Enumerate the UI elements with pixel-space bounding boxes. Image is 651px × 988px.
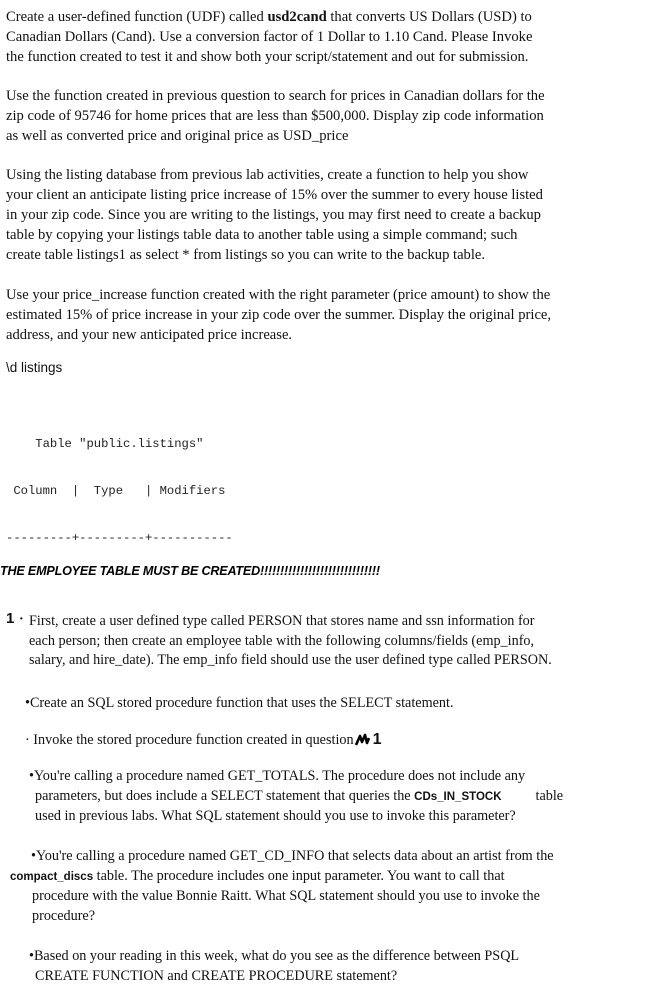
q1-line-2: each person; then create an employee table with the following columns/fields (emp_info, (29, 632, 535, 649)
p1-line-2: Canadian Dollars (Cand). Use a conversion factor of 1 Dollar to 1.10 Cand. Please Invoke (6, 29, 533, 45)
p4-line-2: estimated 15% of price increase in your zip code over the summer. Display the original price, (6, 307, 552, 323)
instruction-price-increase-function (6, 165, 636, 265)
p3-line-5: create table listings1 as select * from listings so you can write to the backup table. (6, 247, 486, 263)
instruction-search-prices (6, 86, 636, 146)
bullet-dot: • (31, 848, 36, 864)
bullet-dot: • (29, 768, 34, 784)
question-3: · Invoke the stored procedure function created in question 1 (25, 731, 382, 748)
q1-line-1: First, create a user defined type called PERSON that stores name and ssn information for (29, 613, 535, 629)
question-5 (10, 847, 650, 926)
question-6 (29, 947, 649, 986)
p3-line-2: your client an anticipate listing price increase of 15% over the summer to every house listed (6, 187, 543, 203)
table-header: Column | Type | Modifiers (6, 483, 226, 498)
p2-line-1: Use the function created in previous question to search for prices in Canadian dollars for the (6, 88, 545, 104)
instruction-usd2cand (6, 7, 636, 67)
q4-line-2: parameters, but does include a SELECT statement that queries the CDs_IN_STOCK table (35, 787, 564, 804)
table-separator: ---------+---------+----------- (6, 531, 233, 546)
p3-line-3: in your zip code. Since you are writing to the listings, you may first need to create a backup (6, 207, 541, 223)
p4-line-1: Use your price_increase function created with the right parameter (price amount) to show the (6, 287, 551, 303)
question-4 (29, 767, 649, 827)
p1-line-3: the function created to test it and show both your script/statement and out for submission. (6, 49, 529, 65)
compact-discs-table: compact_discs (10, 870, 94, 883)
employee-table-banner: THE EMPLOYEE TABLE MUST BE CREATED!!!!!!!!!!!!!!!!!!!!!!!!!!!!!! (0, 564, 380, 578)
scribble-mark-icon (354, 733, 370, 747)
q5-line-2: compact_discs table. The procedure includes one input parameter. You want to call that (10, 867, 505, 884)
question-1 (29, 612, 649, 671)
instruction-use-price-increase (6, 285, 636, 345)
p3-line-1: Using the listing database from previous lab activities, create a function to help you show (6, 167, 529, 183)
question-2: •Create an SQL stored procedure function that uses the SELECT statement. (25, 695, 454, 711)
bullet-dot: · (25, 732, 34, 748)
q5-line-3: procedure with the value Bonnie Raitt. What SQL statement should you use to invoke the (32, 888, 540, 904)
p4-line-3: address, and your new anticipated price increase. (6, 327, 293, 343)
question-1-number: 1 (6, 610, 15, 627)
bullet-dot: · (19, 612, 24, 627)
p3-line-4: table by copying your listings table data to another table using a simple command; such (6, 227, 518, 243)
q5-line-4: procedure? (32, 907, 96, 924)
p1-line-1: Create a user-defined function (UDF) called usd2cand that converts US Dollars (USD) to (6, 9, 532, 25)
q6-line-2: CREATE FUNCTION and CREATE PROCEDURE statement? (35, 967, 398, 984)
p2-line-2: zip code of 95746 for home prices that are less than $500,000. Display zip code information (6, 108, 544, 124)
bullet-dot: • (25, 695, 30, 711)
q6-line-1: •Based on your reading in this week, what do you see as the difference between PSQL (29, 948, 520, 964)
cds-in-stock-table: CDs_IN_STOCK (414, 790, 502, 803)
bullet-dot: • (29, 948, 34, 964)
p2-line-3: as well as converted price and original price as USD_price (6, 128, 349, 144)
table-title: Table "public.listings" (6, 436, 204, 451)
function-name: usd2cand (267, 9, 327, 25)
question-3-ref-number: 1 (372, 731, 382, 748)
q5-line-1: •You're calling a procedure named GET_CD_INFO that selects data about an artist from the (31, 848, 554, 864)
q1-line-3: salary, and hire_date). The emp_info field should use the user defined type called PERSON. (29, 652, 552, 668)
table-description (6, 405, 286, 563)
q4-line-3: used in previous labs. What SQL statement should you use to invoke this parameter? (35, 808, 516, 824)
q4-line-1: •You're calling a procedure named GET_TOTALS. The procedure does not include any (29, 768, 526, 784)
describe-command: \d listings (6, 360, 63, 375)
